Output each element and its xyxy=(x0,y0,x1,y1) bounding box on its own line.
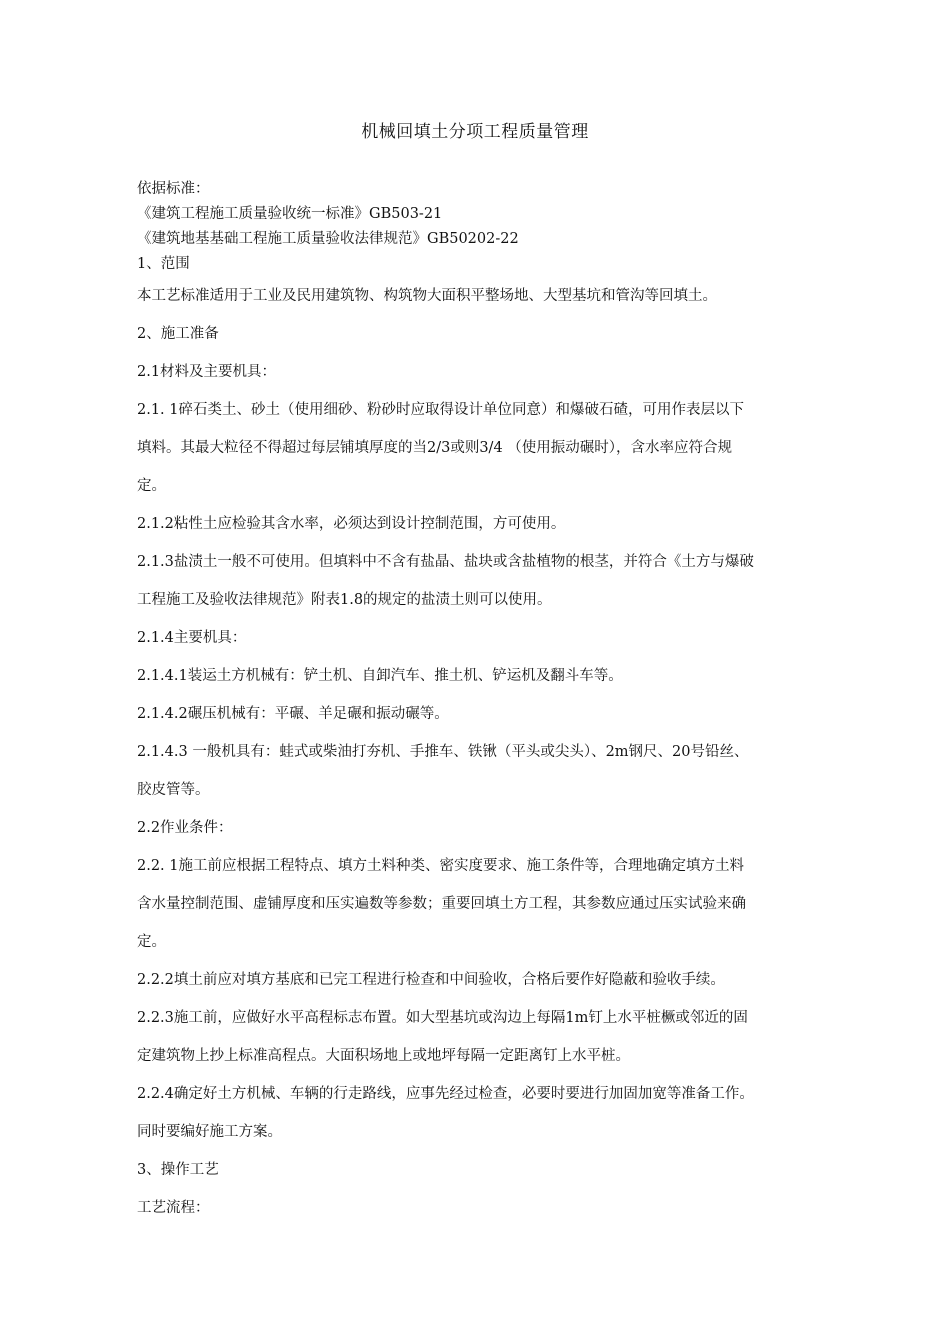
text-line: 工艺流程： xyxy=(137,1200,210,1216)
text-line: 胶皮管等。 xyxy=(137,782,210,798)
text-line: 含水量控制范围、虚铺厚度和压实遍数等参数；重要回填土方工程，其参数应通过压实试验来确 xyxy=(137,896,746,912)
text-line: 2.1.4主要机具： xyxy=(137,630,247,646)
text-line: 同时要编好施工方案。 xyxy=(137,1124,282,1140)
text-line: 定。 xyxy=(137,478,166,494)
text-line: 定建筑物上抄上标准高程点。大面积场地上或地坪每隔一定距离钉上水平桩。 xyxy=(137,1048,630,1064)
text-line: 填料。其最大粒径不得超过每层铺填厚度的当2/3或则3/4 （使用振动碾时），含水率应符合规 xyxy=(137,440,733,456)
text-line: 《建筑工程施工质量验收统一标准》GB503-21 xyxy=(137,206,443,222)
section-heading: 2、施工准备 xyxy=(137,326,219,342)
text-line: 工程施工及验收法律规范》附表1.8的规定的盐渍土则可以使用。 xyxy=(137,592,552,608)
text-line: 依据标准： xyxy=(137,181,210,197)
text-line: 2.2.4确定好土方机械、车辆的行走路线，应事先经过检查，必要时要进行加固加宽等准备工作。 xyxy=(137,1086,754,1102)
text-line: 2.1.4.3 一般机具有：蛙式或柴油打夯机、手推车、铁锹（平头或尖头）、2m钢尺、20号铅丝、 xyxy=(137,744,749,760)
section-heading: 1、范围 xyxy=(137,256,190,272)
text-line: 定。 xyxy=(137,934,166,950)
text-line: 本工艺标准适用于工业及民用建筑物、构筑物大面积平整场地、大型基坑和管沟等回填土。 xyxy=(137,288,717,304)
document-body xyxy=(137,177,813,1227)
text-line: 2.2.3施工前，应做好水平高程标志布置。如大型基坑或沟边上每隔1m钉上水平桩橛或邻近的固 xyxy=(137,1010,748,1026)
text-line: 2.2. 1施工前应根据工程特点、填方土料种类、密实度要求、施工条件等，合理地确定填方土料 xyxy=(137,858,744,874)
text-line: 2.1材料及主要机具： xyxy=(137,364,277,380)
text-line: 2.1.2粘性土应检验其含水率，必须达到设计控制范围，方可使用。 xyxy=(137,516,566,532)
text-line: 2.1. 1碎石类土、砂土（使用细砂、粉砂时应取得设计单位同意）和爆破石碴，可用作表层以下 xyxy=(137,402,744,418)
document-title: 机械回填土分项工程质量管理 xyxy=(361,122,589,142)
text-line: 2.1.3盐渍土一般不可使用。但填料中不含有盐晶、盐块或含盐植物的根茎，并符合《土方与爆破 xyxy=(137,554,754,570)
text-line: 2.1.4.2碾压机械有：平碾、羊足碾和振动碾等。 xyxy=(137,706,449,722)
section-heading: 3、操作工艺 xyxy=(137,1162,219,1178)
text-line: 2.2.2填土前应对填方基底和已完工程进行检查和中间验收，合格后要作好隐蔽和验收手续。 xyxy=(137,972,725,988)
text-line: 《建筑地基基础工程施工质量验收法律规范》GB50202-22 xyxy=(137,231,519,247)
text-line: 2.2作业条件： xyxy=(137,820,233,836)
text-line: 2.1.4.1装运土方机械有：铲土机、自卸汽车、推土机、铲运机及翻斗车等。 xyxy=(137,668,623,684)
